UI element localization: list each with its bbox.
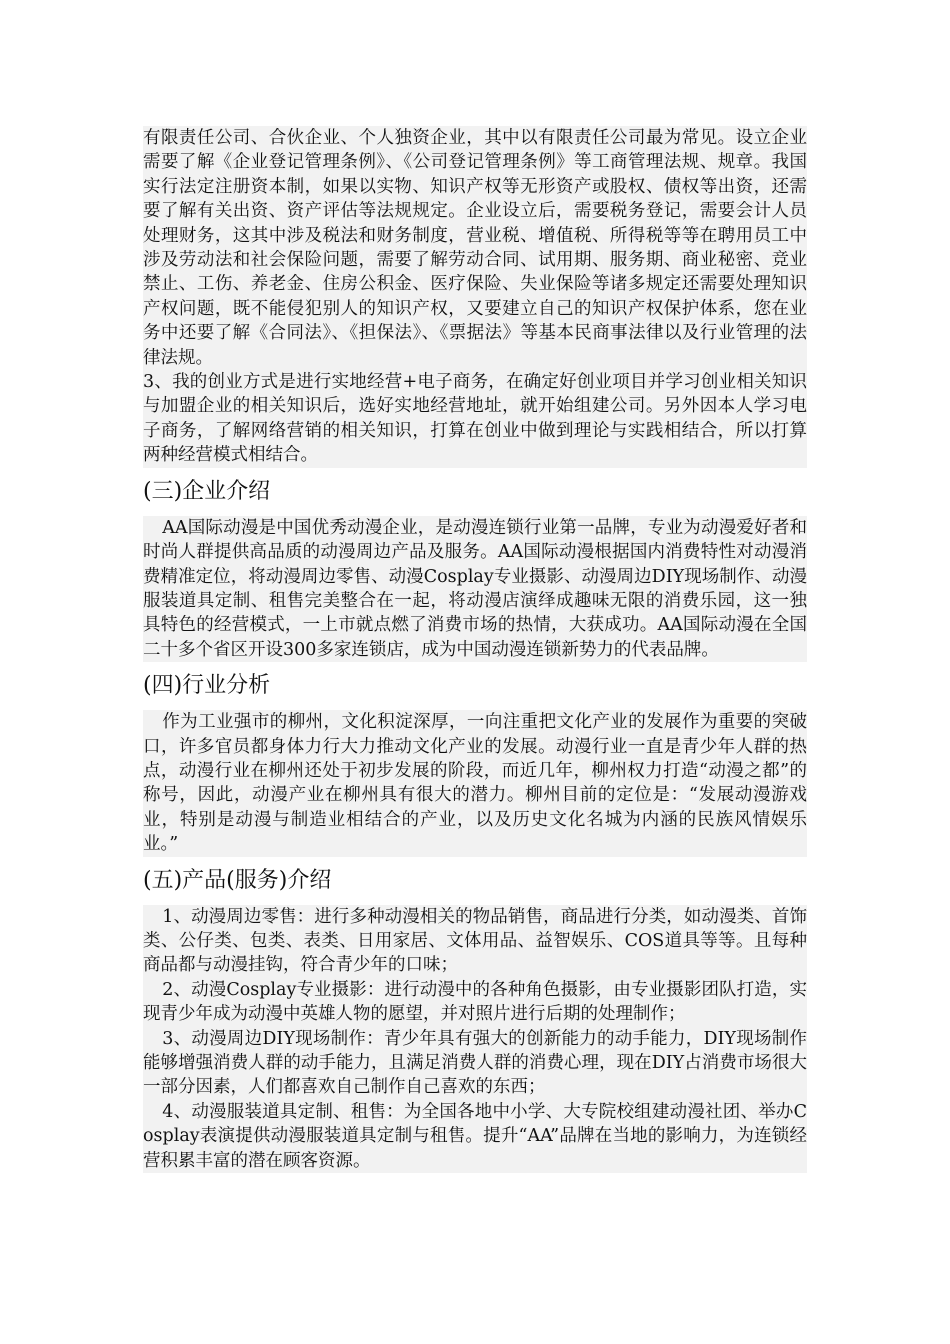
intro-paragraph-3: 3、我的创业方式是进行实地经营+电子商务，在确定好创业项目并学习创业相关知识与加盟企业的相关知识后，选好实地经营地址，就开始组建公司。另外因本人学习电子商务，了解网络营销的相关知识，打算在创业中做到理论与实践相结合，所以打算两种经营模式相结合。 xyxy=(143,372,807,466)
section-industry-body xyxy=(143,710,807,856)
product-item-1: 1、动漫周边零售：进行多种动漫相关的物品销售，商品进行分类，如动漫类、首饰类、公仔类、包类、表类、日用家居、文体用品、益智娱乐、COS道具等等。且每种商品都与动漫挂钩，符合青少年的口味； xyxy=(143,906,807,976)
section-products-body xyxy=(143,905,807,1173)
industry-paragraph: 作为工业强市的柳州，文化积淀深厚，一向注重把文化产业的发展作为重要的突破口，许多官员都身体力行大力推动文化产业的发展。动漫行业一直是青少年人群的热点，动漫行业在柳州还处于初步发展的阶段，而近几年，柳州权力打造“动漫之都”的称号，因此，动漫产业在柳州具有很大的潜力。柳州目前的定位是：“发展动漫游戏业，特别是动漫与制造业相结合的产业，以及历史文化名城为内涵的民族风情娱乐业。” xyxy=(143,712,807,855)
product-item-4: 4、动漫服装道具定制、租售：为全国各地中小学、大专院校组建动漫社团、举办Cosplay表演提供动漫服装道具定制与租售。提升“AA”品牌在当地的影响力，为连锁经营积累丰富的潜在顾客资源。 xyxy=(143,1101,807,1171)
section-company-body xyxy=(143,516,807,662)
section-heading-products: (五)产品(服务)介绍 xyxy=(143,865,807,897)
product-item-2: 2、动漫Cosplay专业摄影：进行动漫中的各种角色摄影，由专业摄影团队打造，实现青少年成为动漫中英雄人物的愿望，并对照片进行后期的处理制作； xyxy=(143,979,807,1025)
product-item-3: 3、动漫周边DIY现场制作：青少年具有强大的创新能力的动手能力，DIY现场制作能够增强消费人群的动手能力，且满足消费人群的消费心理，现在DIY占消费市场很大一部分因素，人们都喜欢自己制作自己喜欢的东西； xyxy=(143,1028,807,1098)
section-heading-company: (三)企业介绍 xyxy=(143,476,807,508)
company-paragraph: AA国际动漫是中国优秀动漫企业，是动漫连锁行业第一品牌，专业为动漫爱好者和时尚人群提供高品质的动漫周边产品及服务。AA国际动漫根据国内消费特性对动漫消费精准定位，将动漫周边零售、动漫Cosplay专业摄影、动漫周边DIY现场制作、动漫服装道具定制、租售完美整合在一起，将动漫店演绎成趣味无限的消费乐园，这一独具特色的经营模式，一上市就点燃了消费市场的热情，大获成功。AA国际动漫在全国二十多个省区开设300多家连锁店，成为中国动漫连锁新势力的代表品牌。 xyxy=(143,517,807,660)
document-page xyxy=(143,126,807,1173)
intro-paragraph: 有限责任公司、合伙企业、个人独资企业，其中以有限责任公司最为常见。设立企业需要了解《企业登记管理条例》、《公司登记管理条例》等工商管理法规、规章。我国实行法定注册资本制，如果以实物、知识产权等无形资产或股权、债权等出资，还需要了解有关出资、资产评估等法规规定。企业设立后，需要税务登记，需要会计人员处理财务，这其中涉及税法和财务制度，营业税、增值税、所得税等等在聘用员工中涉及劳动法和社会保险问题，需要了解劳动合同、试用期、服务期、商业秘密、竞业禁止、工伤、养老金、住房公积金、医疗保险、失业保险等诸多规定还需要处理知识产权问题，既不能侵犯别人的知识产权，又要建立自己的知识产权保护体系，您在业务中还要了解《合同法》、《担保法》、《票据法》等基本民商事法律以及行业管理的法律法规。 xyxy=(143,128,807,368)
intro-block xyxy=(143,126,807,468)
section-heading-industry: (四)行业分析 xyxy=(143,670,807,702)
